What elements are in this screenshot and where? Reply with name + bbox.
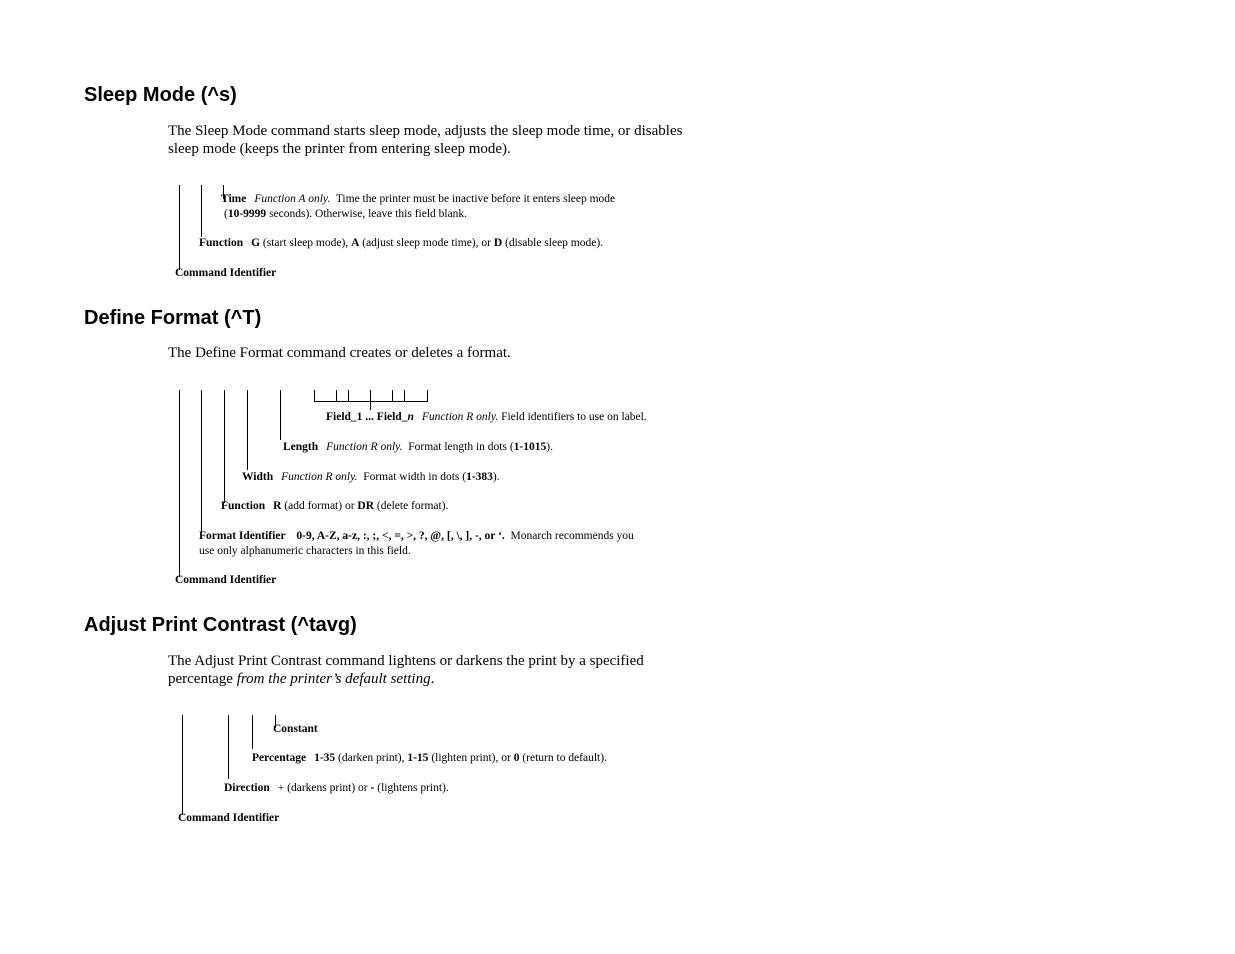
sleep-time-label: Time Function A only. Time the printer must be inactive before it enters sleep mode [221,193,616,205]
define-length-label: Length Function R only. Format length in dots (1-1015). [283,441,553,453]
define-format-description: The Define Format command creates or deletes a format. [168,345,511,361]
contrast-direction-label: Direction + (darkens print) or - (lightens print). [224,782,449,794]
define-format-identifier-label: Format Identifier 0-9, A-Z, a-z, :, ;, <, =, >, ?, @, [, \, ], -, or ‘. Monarch recommends you [199,530,634,542]
diagram-line [201,390,202,533]
diagram-line [370,390,371,410]
diagram-line [280,390,281,440]
diagram-line [404,390,405,402]
contrast-description: The Adjust Print Contrast command lightens or darkens the print by a specified percentage from the printer’s default setting. [168,653,644,687]
section-title-define-format: Define Format (^T) [84,307,262,329]
define-field-label: Field_1 ... Field_n Function R only. Field identifiers to use on label. [326,411,647,423]
diagram-line [224,390,225,503]
diagram-line [392,390,393,402]
sleep-function-label: Function G (start sleep mode), A (adjust sleep mode time), or D (disable sleep mode). [199,237,604,249]
diagram-line [336,390,337,402]
field-name: Time [221,193,247,205]
contrast-command-identifier: Command Identifier [178,812,280,824]
define-format-identifier-line2: use only alphanumeric characters in this field. [199,545,411,557]
diagram-line [314,390,315,402]
diagram-line [247,390,248,470]
diagram-line [348,390,349,402]
define-function-label: Function R (add format) or DR (delete format). [221,500,449,512]
field-bracket [314,401,428,402]
diagram-line [201,185,202,237]
section-title-adjust-print-contrast: Adjust Print Contrast (^tavg) [84,614,357,636]
diagram-line [427,390,428,402]
sleep-command-identifier: Command Identifier [175,267,277,279]
section-title-sleep-mode: Sleep Mode (^s) [84,84,237,106]
contrast-constant-label: Constant [273,723,318,735]
contrast-percentage-label: Percentage 1-35 (darken print), 1-15 (lighten print), or 0 (return to default). [252,752,607,764]
diagram-line [179,185,180,270]
diagram-line [182,715,183,815]
sleep-mode-description: The Sleep Mode command starts sleep mode, adjusts the sleep mode time, or disables sleep mode (keeps the printer from entering sleep mode). [168,123,683,157]
sleep-time-label-line2: (10-9999 seconds). Otherwise, leave this field blank. [224,208,468,220]
diagram-line [179,390,180,577]
define-command-identifier: Command Identifier [175,574,277,586]
define-width-label: Width Function R only. Format width in dots (1-383). [242,471,500,483]
diagram-line [228,715,229,779]
diagram-line [252,715,253,749]
